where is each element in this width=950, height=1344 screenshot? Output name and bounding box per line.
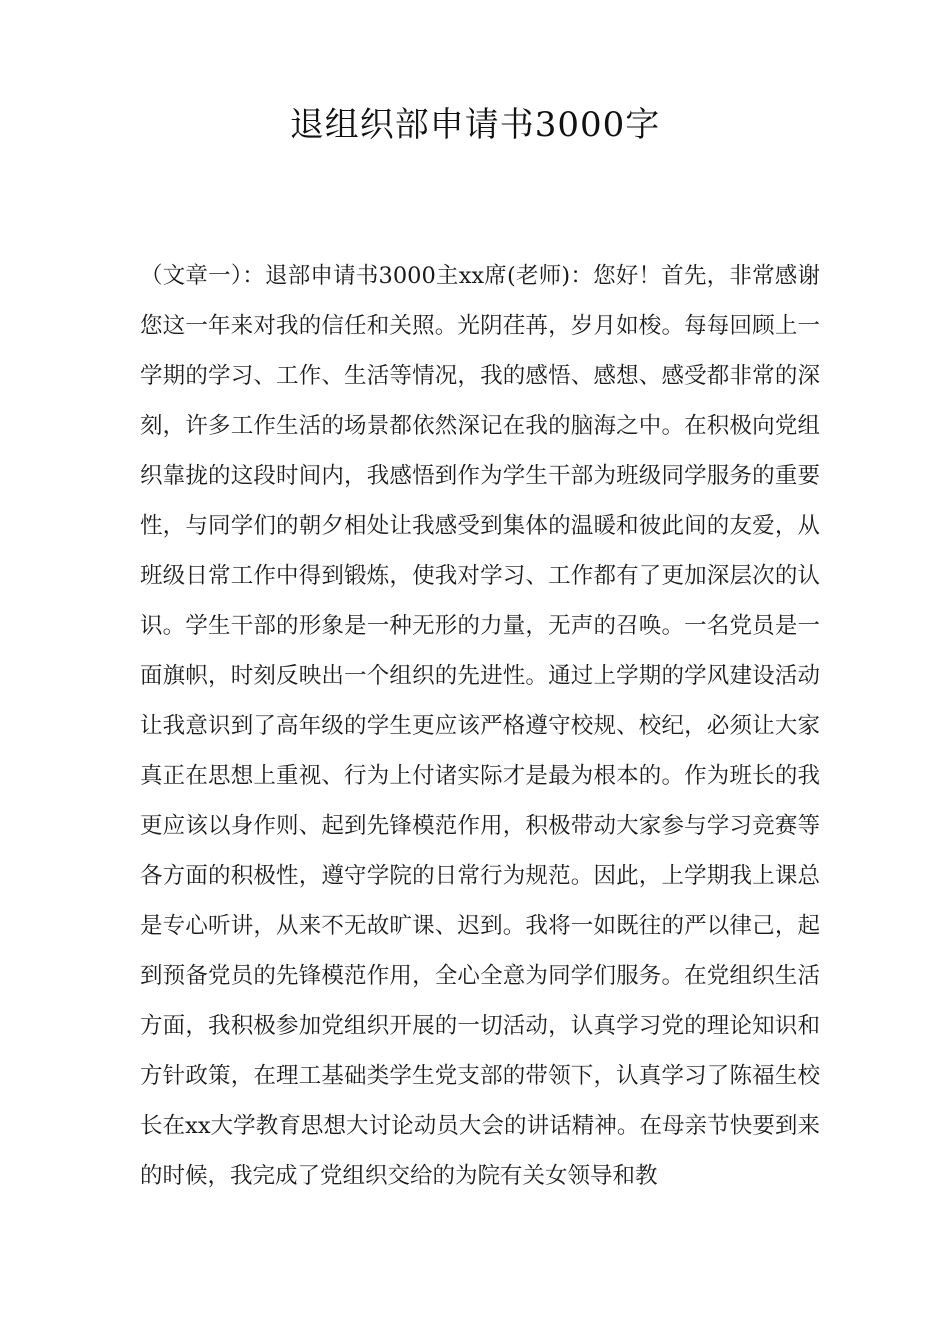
body-line: 到预备党员的先锋模范作用，全心全意为同学们服务。在党组织生活 <box>140 963 820 989</box>
body-line: 面旗帜，时刻反映出一个组织的先进性。通过上学期的学风建设活动 <box>140 663 820 689</box>
body-line: 各方面的积极性，遵守学院的日常行为规范。因此，上学期我上课总 <box>140 863 820 889</box>
body-line: 您这一年来对我的信任和关照。光阴荏苒，岁月如梭。每每回顾上一 <box>140 313 820 339</box>
body-line: 长在xx大学教育思想大讨论动员大会的讲话精神。在母亲节快要到来 <box>140 1113 820 1139</box>
body-line: 识。学生干部的形象是一种无形的力量，无声的召唤。一名党员是一 <box>140 613 820 639</box>
body-line: 方面，我积极参加党组织开展的一切活动，认真学习党的理论知识和 <box>140 1013 820 1039</box>
document-title: 退组织部申请书3000字 <box>289 105 661 145</box>
body-line: 性，与同学们的朝夕相处让我感受到集体的温暖和彼此间的友爱，从 <box>140 513 820 539</box>
body-line: （文章一）：退部申请书3000主xx席(老师)：您好！首先，非常感谢 <box>140 263 820 289</box>
body-line: 让我意识到了高年级的学生更应该严格遵守校规、校纪，必须让大家 <box>140 713 820 739</box>
body-line: 更应该以身作则、起到先锋模范作用，积极带动大家参与学习竞赛等 <box>140 813 820 839</box>
body-line: 真正在思想上重视、行为上付诸实际才是最为根本的。作为班长的我 <box>140 763 820 789</box>
body-line: 的时候，我完成了党组织交给的为院有关女领导和教 <box>140 1163 658 1189</box>
body-line: 织靠拢的这段时间内，我感悟到作为学生干部为班级同学服务的重要 <box>140 463 820 489</box>
document-body <box>140 256 820 1206</box>
body-line: 是专心听讲，从来不无故旷课、迟到。我将一如既往的严以律己，起 <box>140 913 820 939</box>
body-line: 刻，许多工作生活的场景都依然深记在我的脑海之中。在积极向党组 <box>140 413 820 439</box>
body-line: 学期的学习、工作、生活等情况，我的感悟、感想、感受都非常的深 <box>140 363 820 389</box>
body-line: 班级日常工作中得到锻炼，使我对学习、工作都有了更加深层次的认 <box>140 563 820 589</box>
body-line: 方针政策，在理工基础类学生党支部的带领下，认真学习了陈福生校 <box>140 1063 820 1089</box>
